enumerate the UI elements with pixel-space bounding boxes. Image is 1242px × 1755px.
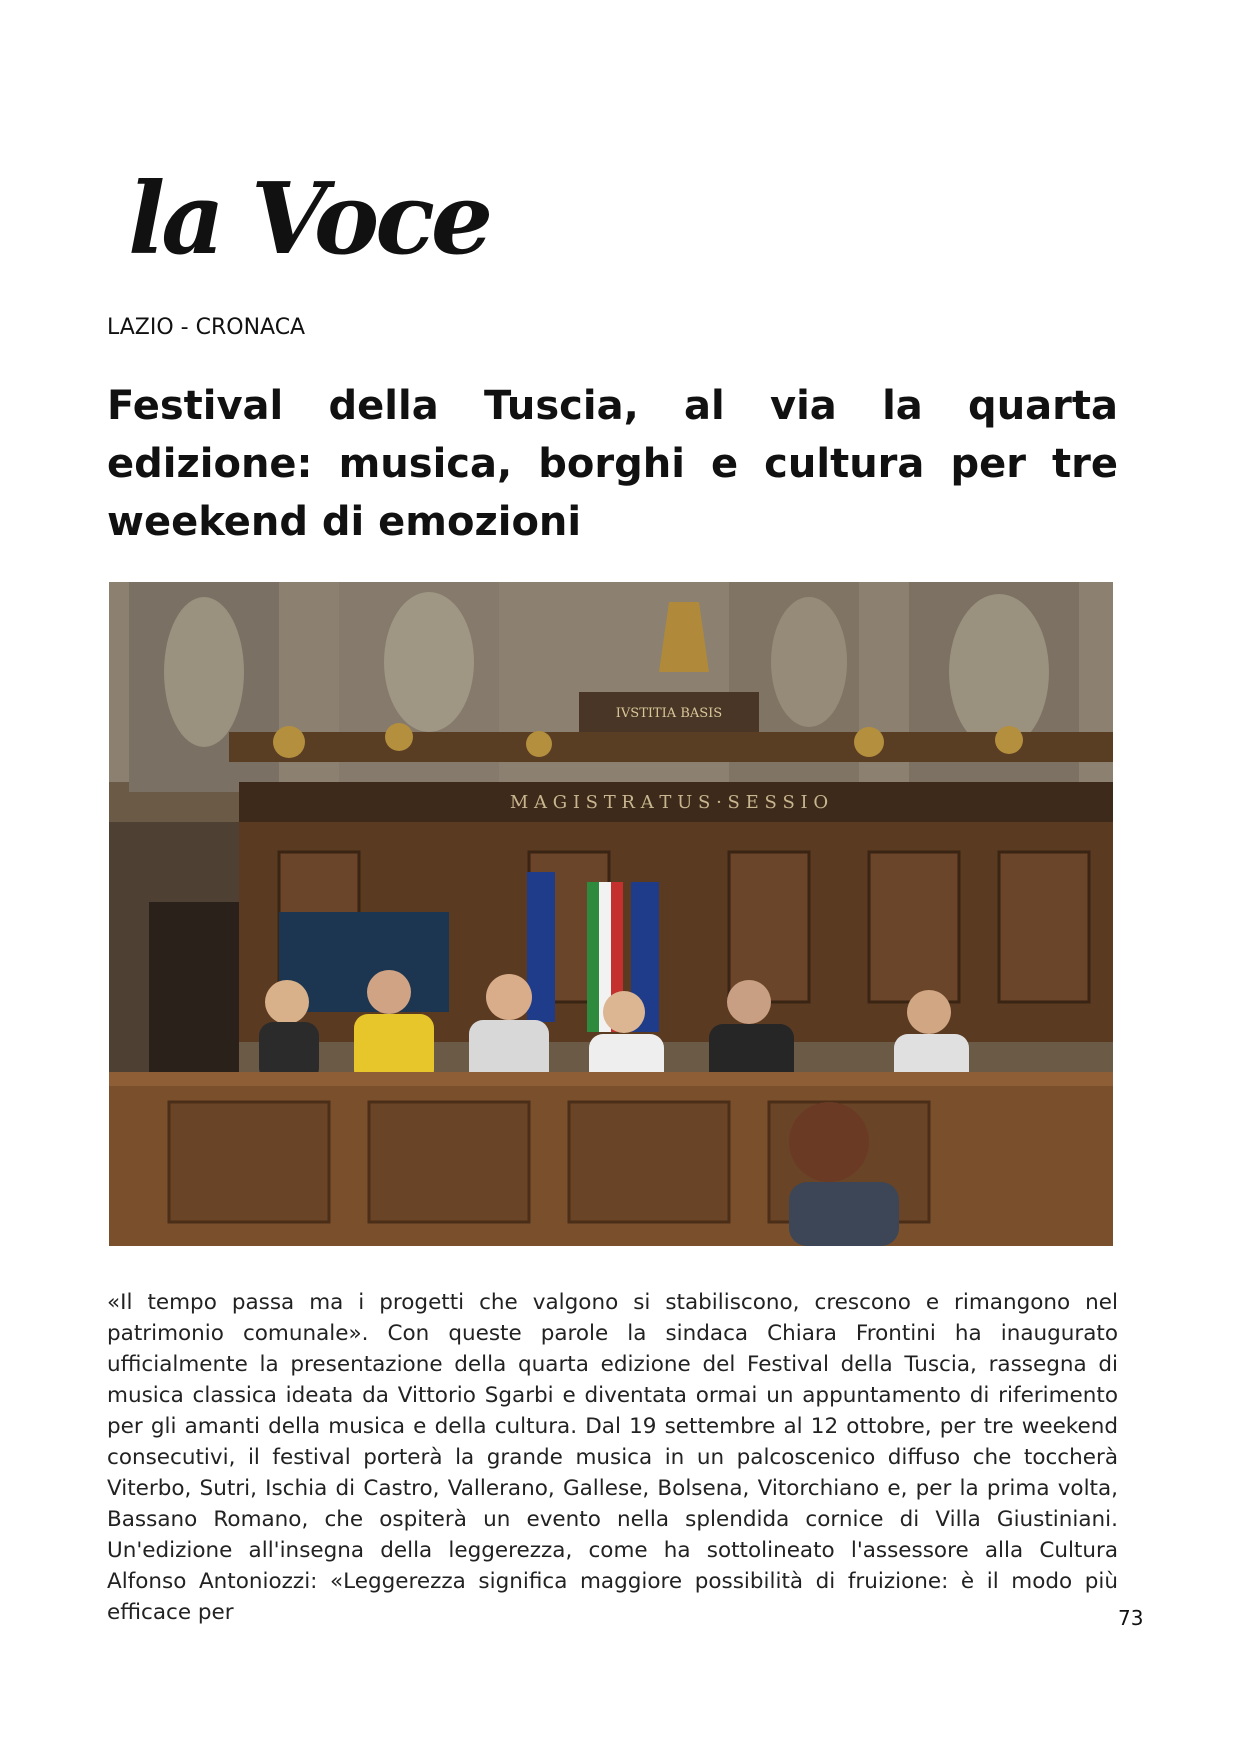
press-conference-photo <box>109 582 1113 1246</box>
photo-plaque-inscription: IVSTITIA BASIS <box>615 706 723 721</box>
article-body: «Il tempo passa ma i progetti che valgono si stabiliscono, crescono e rimangono nel patrimonio comunale». Con queste parole la sindaca Chiara Frontini ha inaugurato ufficialmente la presentazione della quarta edizione del Festival della Tuscia, rassegna di musica classica ideata da Vittorio Sgarbi e diventata ormai un appuntamento di riferimento per gli amanti della musica e della cultura. Dal 19 settembre al 12 ottobre, per tre weekend consecutivi, il festival porterà la grande musica in un palcoscenico diffuso che toccherà Viterbo, Sutri, Ischia di Castro, Vallerano, Gallese, Bolsena, Vitorchiano e, per la prima volta, Bassano Romano, che ospiterà un evento nella splendida cornice di Villa Giustiniani. Un'edizione all'insegna della leggerezza, come ha sottolineato l'assessore alla Cultura Alfonso Antoniozzi: «Leggerezza significa maggiore possibilità di fruizione: è il modo più efficace per <box>107 1290 1118 1625</box>
masthead-logo: la Voce <box>128 162 490 277</box>
page-number: 73 <box>1118 1606 1144 1630</box>
section-label: LAZIO - CRONACA <box>107 315 306 340</box>
article-photo <box>109 582 1113 1246</box>
article-headline: Festival della Tuscia, al via la quarta edizione: musica, borghi e cultura per tre weekend di emozioni <box>107 383 1118 545</box>
photo-frieze-inscription: M A G I S T R A T U S · S E S S I O <box>509 792 829 813</box>
